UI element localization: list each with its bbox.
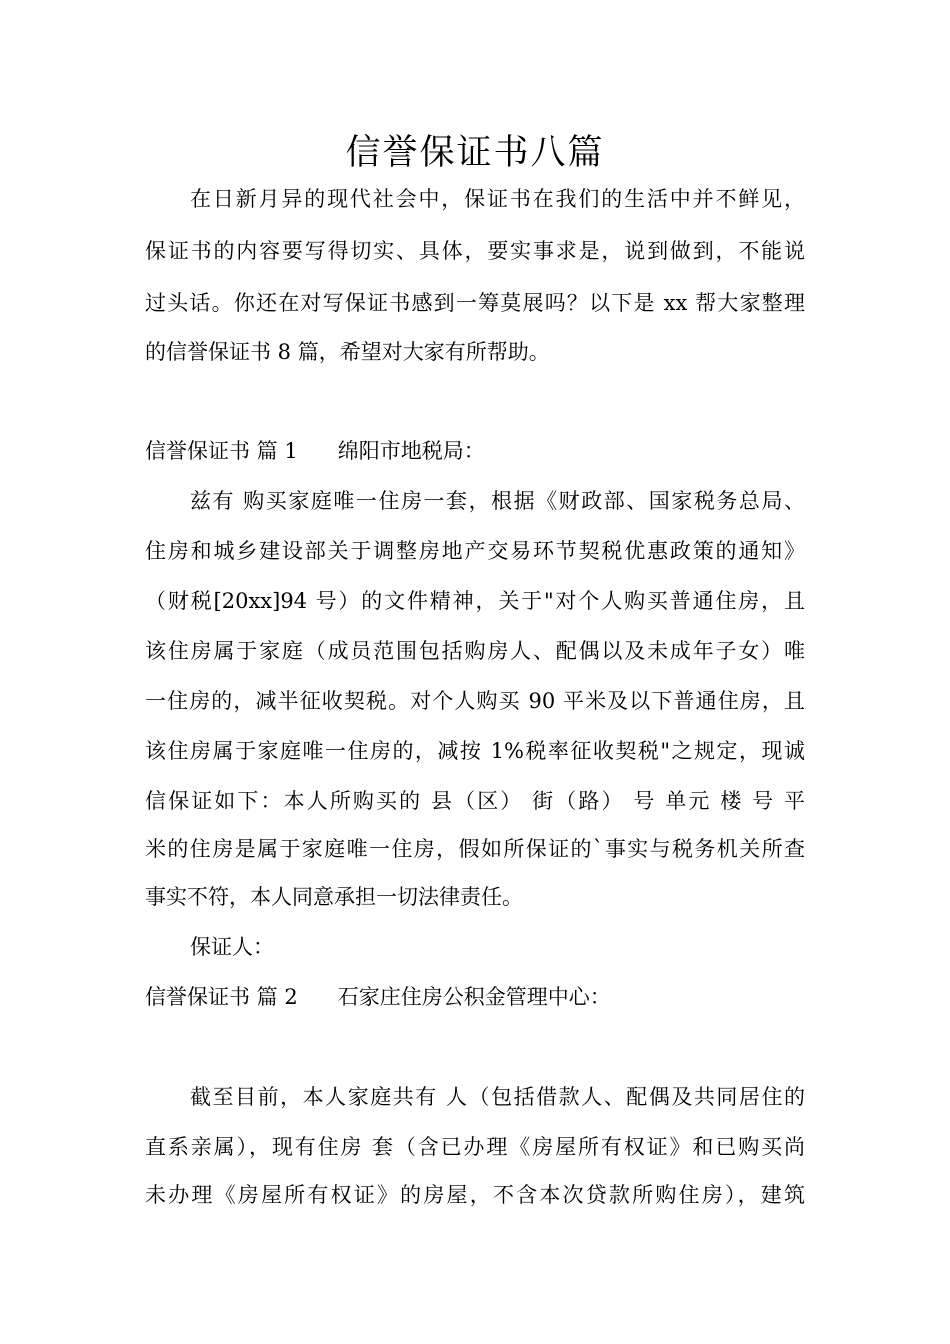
section-1-body-line: 该住房属于家庭唯一住房的，减按 1%税率征收契税"之规定，现诚 bbox=[145, 739, 805, 763]
document-title: 信誉保证书八篇 bbox=[345, 133, 605, 173]
intro-line: 的信誉保证书 8 篇，希望对大家有所帮助。 bbox=[145, 340, 550, 364]
section-1-recipient: 绵阳市地税局： bbox=[337, 439, 485, 463]
section-2-body-line: 截至目前，本人家庭共有 人（包括借款人、配偶及共同居住的 bbox=[190, 1085, 805, 1109]
intro-line: 保证书的内容要写得切实、具体，要实事求是，说到做到，不能说 bbox=[145, 239, 805, 263]
section-1-signature: 保证人： bbox=[190, 935, 274, 959]
section-2-recipient: 石家庄住房公积金管理中心： bbox=[337, 985, 611, 1009]
section-1-body-line: （财税[20xx]94 号）的文件精神，关于"对个人购买普通住房，且 bbox=[145, 589, 805, 613]
intro-line: 在日新月异的现代社会中，保证书在我们的生活中并不鲜见， bbox=[190, 187, 805, 211]
section-2-body-line: 未办理《房屋所有权证》的房屋，不含本次贷款所购住房），建筑 bbox=[145, 1183, 805, 1207]
section-1-body-line: 该住房属于家庭（成员范围包括购房人、配偶以及未成年子女）唯 bbox=[145, 639, 805, 663]
section-2-body-line: 直系亲属），现有住房 套（含已办理《房屋所有权证》和已购买尚 bbox=[145, 1135, 805, 1159]
section-1-body-line: 米的住房是属于家庭唯一住房，假如所保证的`事实与税务机关所查 bbox=[145, 837, 805, 861]
section-1-heading: 信誉保证书 篇 1 bbox=[145, 439, 298, 463]
section-1-body-line: 兹有 购买家庭唯一住房一套，根据《财政部、国家税务总局、 bbox=[190, 489, 805, 513]
section-1-heading-line bbox=[145, 436, 825, 466]
section-1-body-line: 一住房的，减半征收契税。对个人购买 90 平米及以下普通住房，且 bbox=[145, 689, 805, 713]
section-2-heading: 信誉保证书 篇 2 bbox=[145, 985, 298, 1009]
section-2-heading-line bbox=[145, 982, 825, 1012]
section-1-body-line: 信保证如下：本人所购买的 县（区） 街（路） 号 单元 楼 号 平 bbox=[145, 789, 805, 813]
section-1-body-line: 住房和城乡建设部关于调整房地产交易环节契税优惠政策的通知》 bbox=[145, 539, 805, 563]
intro-line: 过头话。你还在对写保证书感到一筹莫展吗？以下是 xx 帮大家整理 bbox=[145, 291, 805, 315]
section-1-body-line: 事实不符，本人同意承担一切法律责任。 bbox=[145, 885, 523, 909]
